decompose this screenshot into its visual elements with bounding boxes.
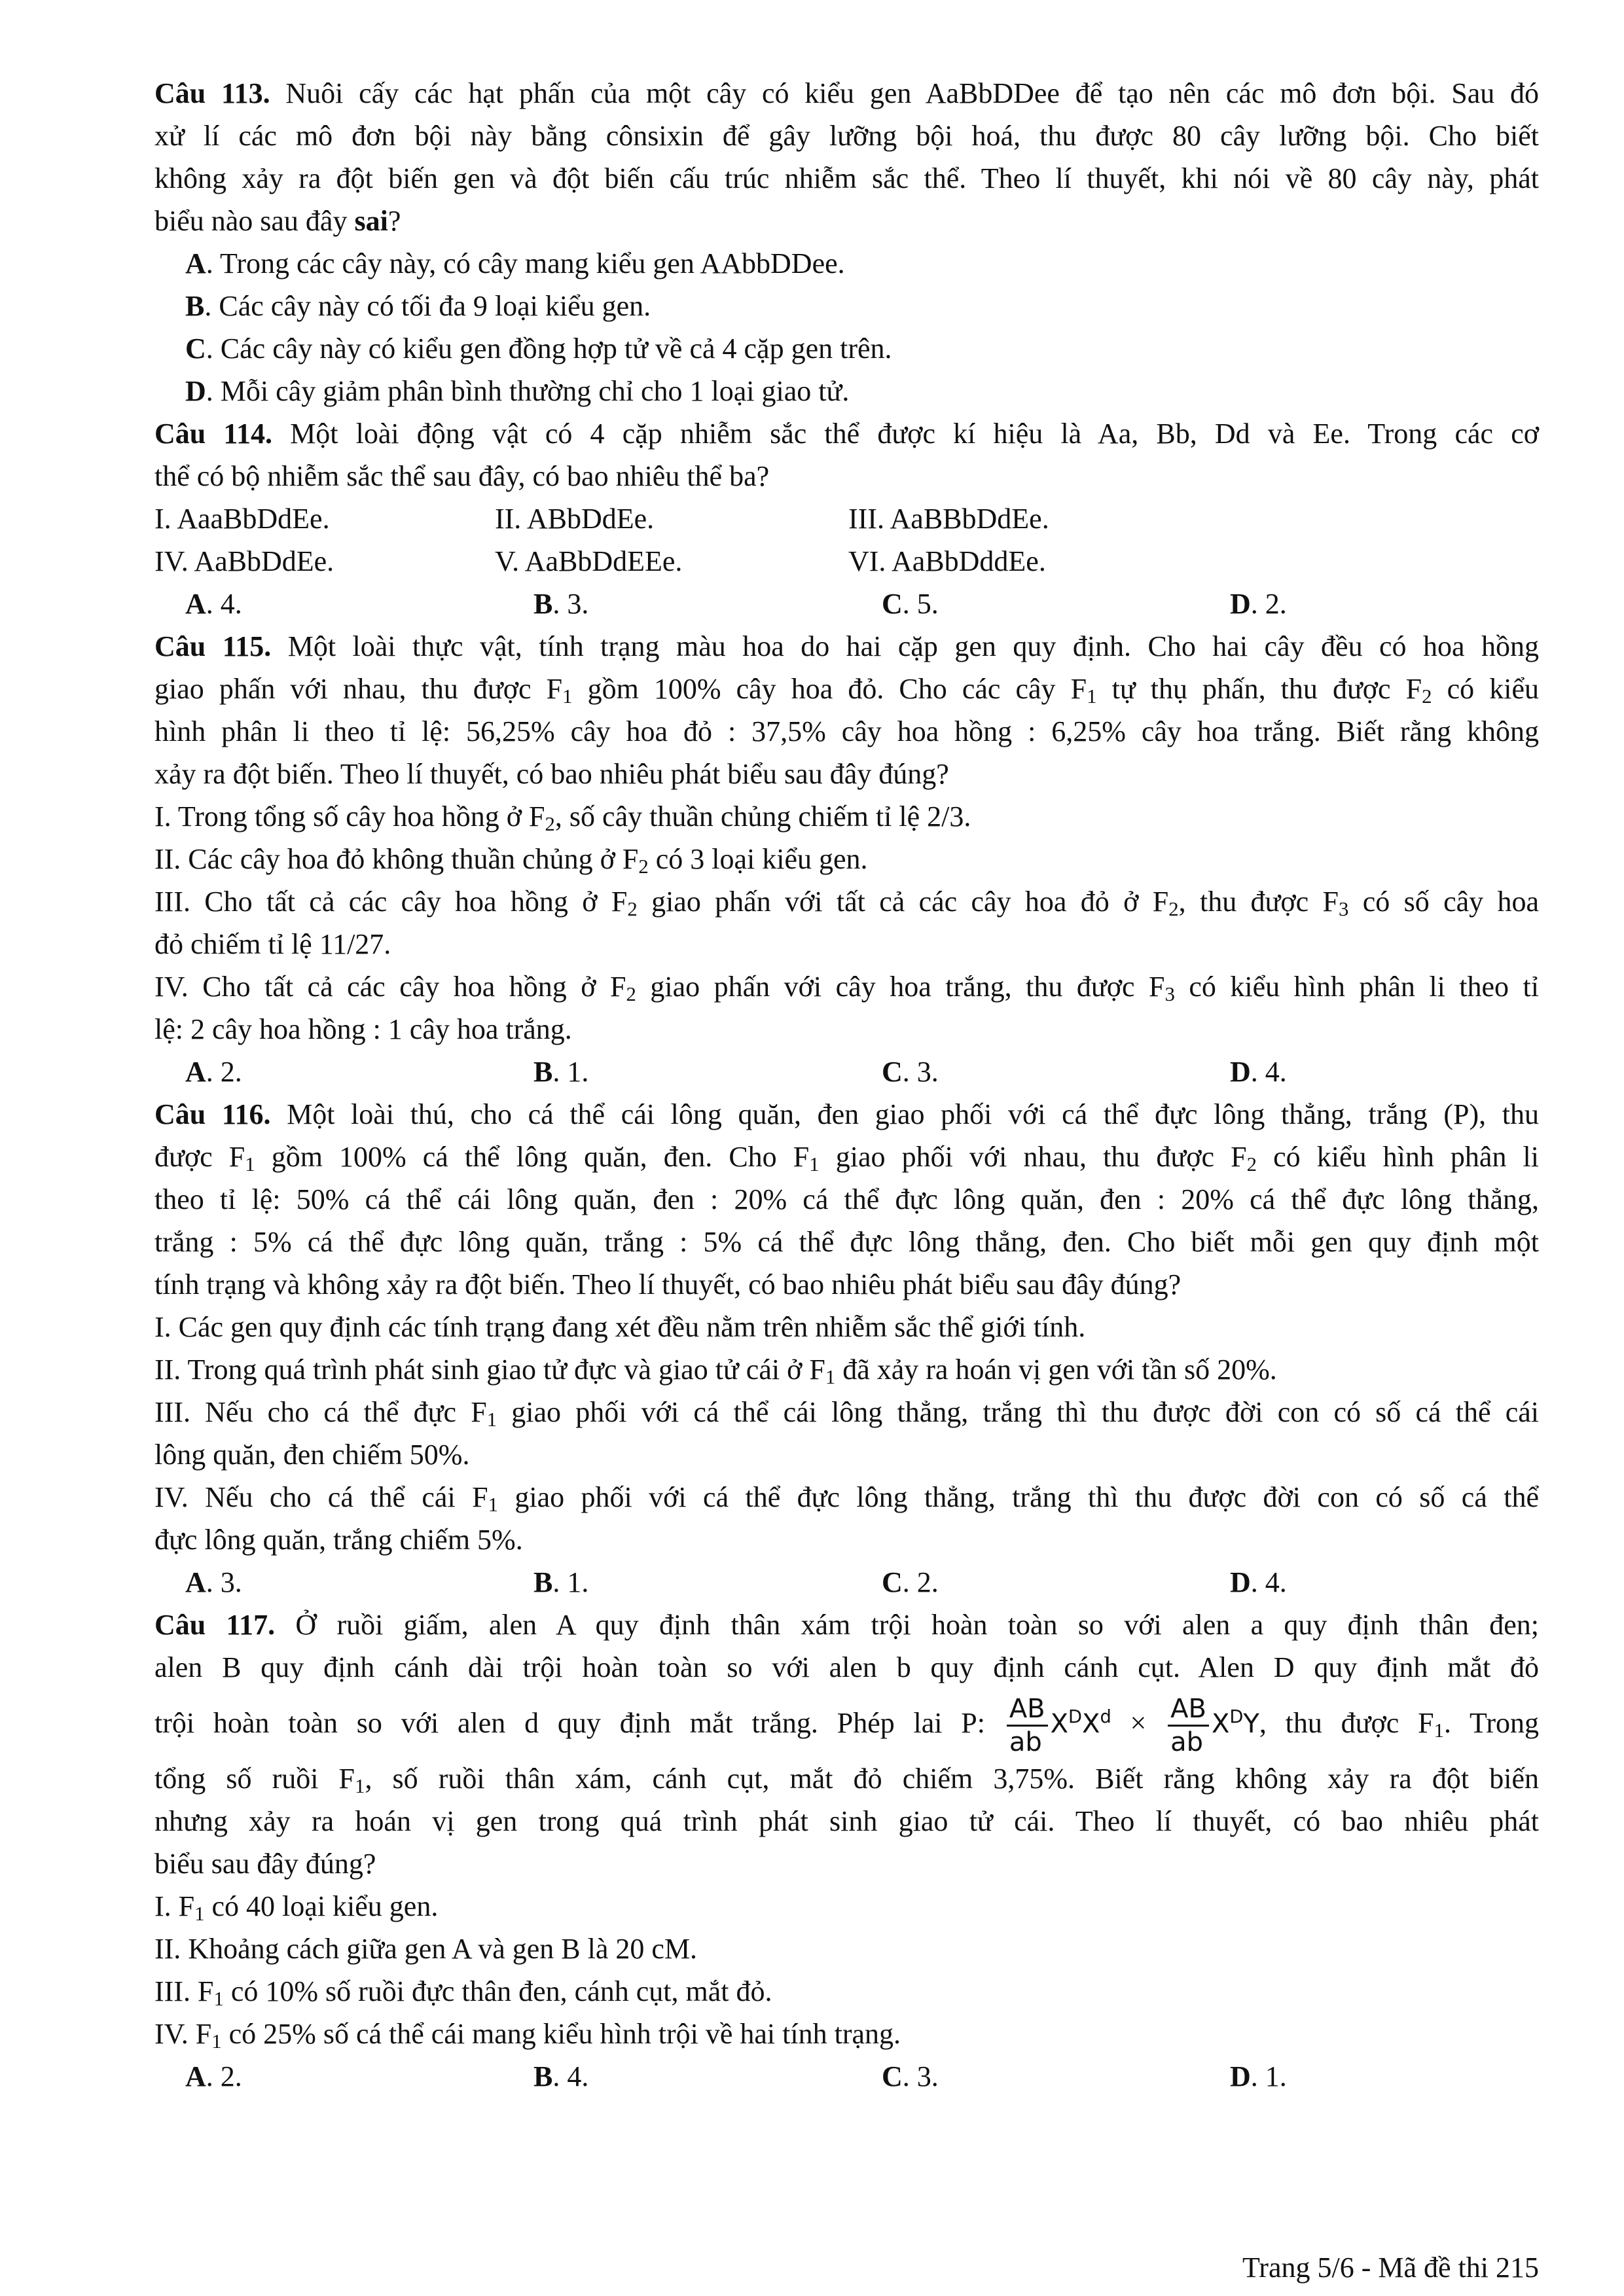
answer-a: A. 3. bbox=[185, 1566, 242, 1598]
statement-2: II. Khoảng cách giữa gen A và gen B là 20 cM. bbox=[154, 1933, 698, 1965]
exam-page bbox=[154, 72, 1539, 2098]
answer-a: A. 2. bbox=[185, 1056, 242, 1088]
question-stem: thể có bộ nhiễm sắc thể sau đây, có bao nhiêu thể ba? bbox=[154, 460, 770, 492]
question-stem: biểu nào sau đây sai? bbox=[154, 205, 401, 237]
option-c: C. Các cây này có kiểu gen đồng hợp tử về cả 4 cặp gen trên. bbox=[185, 332, 892, 365]
statement-item: II. ABbDdEe. bbox=[495, 503, 655, 535]
question-stem: nhưng xảy ra hoán vị gen trong quá trình phát sinh giao tử cái. Theo lí thuyết, có bao nhiêu phát bbox=[154, 1805, 1539, 1837]
statement-4-cont: đực lông quăn, trắng chiếm 5%. bbox=[154, 1524, 523, 1556]
option-a: A. Trong các cây này, có cây mang kiểu gen AAbbDDee. bbox=[185, 247, 845, 279]
question-stem: không xảy ra đột biến gen và đột biến cấu trúc nhiễm sắc thể. Theo lí thuyết, khi nói về 80 cây này, phát bbox=[154, 162, 1539, 194]
question-stem: Câu 113. Nuôi cấy các hạt phấn của một cây có kiểu gen AaBbDDee để tạo nên các mô đơn bội. Sau đó bbox=[154, 77, 1539, 109]
answer-c: C. 3. bbox=[882, 2060, 939, 2092]
question-stem: được $F_1$ gồm 100% cá thể lông quăn, đen. Cho $F_1$ giao phối với nhau, thu được $F_2$ có kiểu hình phân li bbox=[154, 1141, 1539, 1175]
genotype-fraction: $\frac{AB}{ab}$ bbox=[1007, 1693, 1048, 1758]
statement-3: III. $F_1$ có 10% số ruồi đực thân đen, cánh cụt, mắt đỏ. bbox=[154, 1975, 772, 2010]
answer-row bbox=[154, 583, 1539, 625]
question-stem: hình phân li theo tỉ lệ: 56,25% cây hoa đỏ : 37,5% cây hoa hồng : 6,25% cây hoa trắng. Biết rằng không bbox=[154, 715, 1539, 747]
page-footer: Trang 5/6 - Mã đề thi 215 bbox=[1242, 2251, 1539, 2284]
question-114 bbox=[154, 412, 1539, 625]
statement-1: I. Trong tổng số cây hoa hồng ở $F_2$, số cây thuần chủng chiếm tỉ lệ 2/3. bbox=[154, 800, 971, 835]
question-stem: giao phấn với nhau, thu được $F_1$ gồm 100% cây hoa đỏ. Cho các cây $F_1$ tự thụ phấn, thu được $F_2$ có kiểu bbox=[154, 673, 1539, 708]
question-label: Câu 113. bbox=[154, 77, 270, 109]
answer-d: D. 1. bbox=[1230, 2060, 1287, 2092]
statement-4: IV. $F_1$ có 25% số cá thể cái mang kiểu hình trội về hai tính trạng. bbox=[154, 2018, 901, 2053]
statement-3: III. Nếu cho cá thể đực $F_1$ giao phối với cá thể cái lông thẳng, trắng thì thu được đời con có số cá thể cái bbox=[154, 1396, 1540, 1431]
statement-item: III. AaBBbDdEe. bbox=[848, 503, 1049, 535]
question-113 bbox=[154, 72, 1539, 412]
statement-4-cont: lệ: 2 cây hoa hồng : 1 cây hoa trắng. bbox=[154, 1013, 572, 1045]
statement-2: II. Trong quá trình phát sinh giao tử đực và giao tử cái ở $F_1$ đã xảy ra hoán vị gen với tần số 20%. bbox=[154, 1354, 1277, 1388]
question-stem: xảy ra đột biến. Theo lí thuyết, có bao nhiêu phát biểu sau đây đúng? bbox=[154, 758, 949, 790]
question-stem: alen B quy định cánh dài trội hoàn toàn so với alen b quy định cánh cụt. Alen D quy định mắt đỏ bbox=[154, 1651, 1539, 1683]
question-stem: xử lí các mô đơn bội này bằng cônsixin để gây lưỡng bội hoá, thu được 80 cây lưỡng bội. Cho biết bbox=[154, 120, 1539, 152]
statement-item: V. AaBbDdEEe. bbox=[495, 545, 683, 577]
statement-2: II. Các cây hoa đỏ không thuần chủng ở $F_2$ có 3 loại kiểu gen. bbox=[154, 843, 868, 878]
statement-3-cont: đỏ chiếm tỉ lệ 11/27. bbox=[154, 928, 391, 960]
answer-b: B. 4. bbox=[533, 2060, 589, 2092]
statement-item: IV. AaBbDdEe. bbox=[154, 545, 334, 577]
answer-c: C. 2. bbox=[882, 1566, 939, 1598]
statement-3-cont: lông quăn, đen chiếm 50%. bbox=[154, 1439, 470, 1471]
answer-a: A. 2. bbox=[185, 2060, 242, 2092]
statement-row bbox=[154, 497, 1539, 540]
emphasis-word: sai bbox=[354, 205, 388, 237]
answer-d: D. 4. bbox=[1230, 1566, 1287, 1598]
question-stem: tổng số ruồi $F_1$, số ruồi thân xám, cánh cụt, mắt đỏ chiếm 3,75%. Biết rằng không xảy ra đột biến bbox=[154, 1763, 1539, 1797]
question-stem: Câu 114. Một loài động vật có 4 cặp nhiễm sắc thể được kí hiệu là Aa, Bb, Dd và Ee. Trong các cơ bbox=[154, 418, 1539, 450]
question-stem: Câu 115. Một loài thực vật, tính trạng màu hoa do hai cặp gen quy định. Cho hai cây đều có hoa hồng bbox=[154, 630, 1539, 662]
option-b: B. Các cây này có tối đa 9 loại kiểu gen. bbox=[185, 290, 651, 322]
statement-item: VI. AaBbDddEe. bbox=[848, 545, 1046, 577]
answer-d: D. 4. bbox=[1230, 1056, 1287, 1088]
statement-1: I. Các gen quy định các tính trạng đang xét đều nằm trên nhiễm sắc thể giới tính. bbox=[154, 1311, 1086, 1343]
question-117 bbox=[154, 1604, 1539, 2098]
answer-row bbox=[154, 2055, 1539, 2098]
question-115 bbox=[154, 625, 1539, 1093]
question-stem: biểu sau đây đúng? bbox=[154, 1848, 376, 1880]
answer-row bbox=[154, 1050, 1539, 1093]
question-stem: Câu 117. Ở ruồi giấm, alen A quy định thân xám trội hoàn toàn so với alen a quy định thân đen; bbox=[154, 1609, 1539, 1641]
statement-3: III. Cho tất cả các cây hoa hồng ở $F_2$ giao phấn với tất cả các cây hoa đỏ ở $F_2$, thu được $F_3$ có số cây hoa bbox=[154, 886, 1540, 920]
answer-b: B. 1. bbox=[533, 1566, 589, 1598]
answer-row bbox=[154, 1561, 1539, 1604]
question-stem: tính trạng và không xảy ra đột biến. Theo lí thuyết, có bao nhiêu phát biểu sau đây đúng? bbox=[154, 1268, 1182, 1300]
question-label: Câu 117. bbox=[154, 1609, 276, 1641]
statement-4: IV. Cho tất cả các cây hoa hồng ở $F_2$ giao phấn với cây hoa trắng, thu được $F_3$ có kiểu hình phân li theo tỉ bbox=[154, 971, 1539, 1005]
statement-row bbox=[154, 540, 1539, 583]
genotype-fraction: $\frac{AB}{ab}$ bbox=[1168, 1693, 1209, 1758]
answer-c: C. 3. bbox=[882, 1056, 939, 1088]
answer-b: B. 3. bbox=[533, 588, 589, 620]
question-label: Câu 115. bbox=[154, 630, 272, 662]
cross-formula-line: trội hoàn toàn so với alen d quy định mắt trắng. Phép lai P: $\frac{AB}{ab}$ $X^DX^d$ × $\frac{AB}{ab}$ $X^DY$, thu được $F_1$. Trong bbox=[154, 1694, 1539, 1758]
statement-item: I. AaaBbDdEe. bbox=[154, 503, 330, 535]
answer-c: C. 5. bbox=[882, 588, 939, 620]
answer-a: A. 4. bbox=[185, 588, 242, 620]
statement-4: IV. Nếu cho cá thể cái $F_1$ giao phối với cá thể đực lông thẳng, trắng thì thu được đời con có số cá thể bbox=[154, 1481, 1540, 1516]
question-stem: Câu 116. Một loài thú, cho cá thể cái lông quăn, đen giao phối với cá thể đực lông thẳng, trắng (P), thu bbox=[154, 1098, 1539, 1130]
statement-1: I. $F_1$ có 40 loại kiểu gen. bbox=[154, 1890, 439, 1925]
question-stem: theo tỉ lệ: 50% cá thể cái lông quăn, đen : 20% cá thể đực lông quăn, đen : 20% cá thể đực lông thẳng, bbox=[154, 1183, 1539, 1215]
question-label: Câu 114. bbox=[154, 418, 272, 450]
question-stem: trắng : 5% cá thể đực lông quăn, trắng : 5% cá thể đực lông thẳng, đen. Cho biết mỗi gen quy định một bbox=[154, 1226, 1539, 1258]
option-d: D. Mỗi cây giảm phân bình thường chỉ cho 1 loại giao tử. bbox=[185, 375, 850, 407]
answer-d: D. 2. bbox=[1230, 588, 1287, 620]
question-116 bbox=[154, 1093, 1539, 1604]
answer-b: B. 1. bbox=[533, 1056, 589, 1088]
question-label: Câu 116. bbox=[154, 1098, 271, 1130]
